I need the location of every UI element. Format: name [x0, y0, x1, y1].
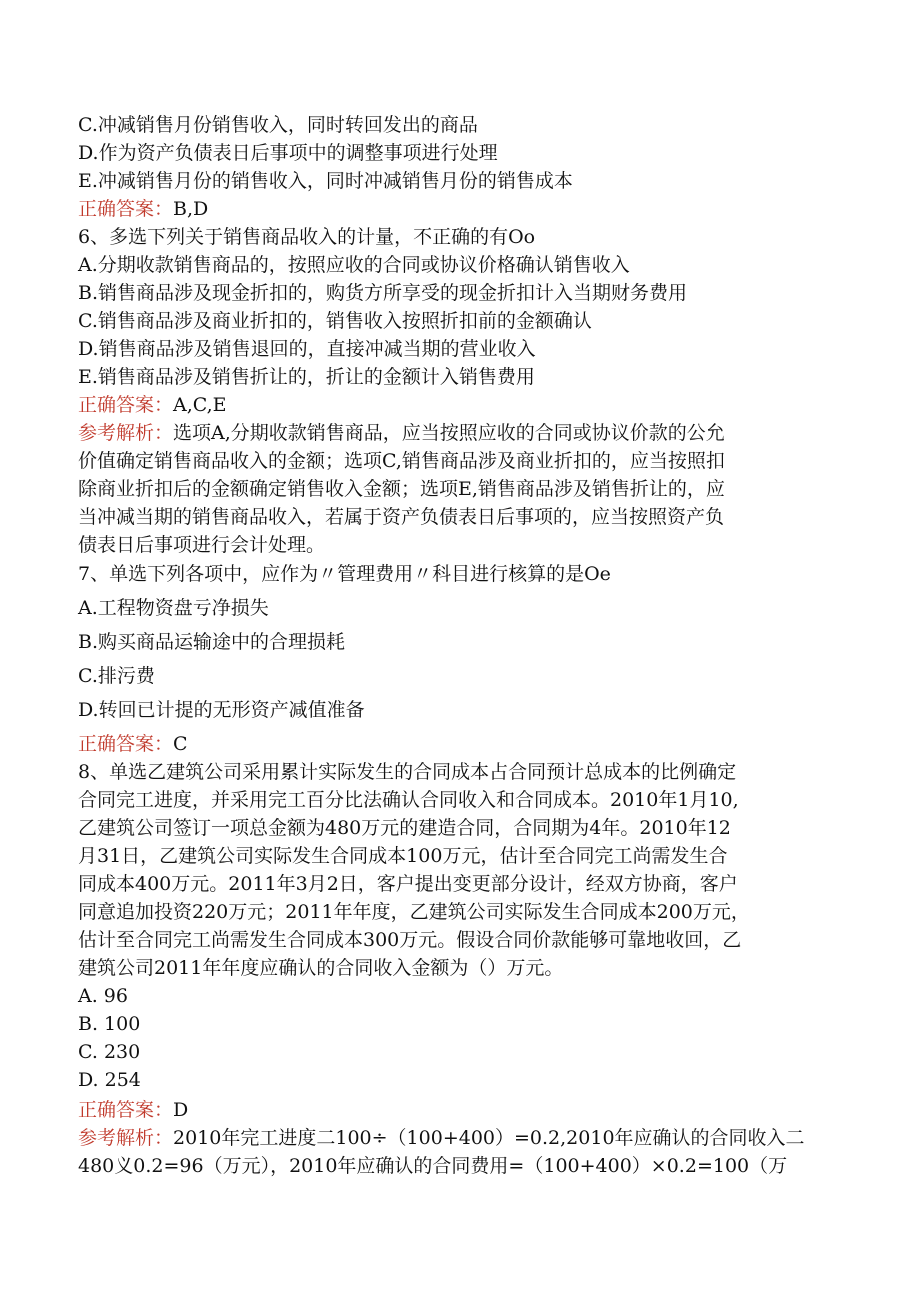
q8-answer — [78, 1096, 850, 1124]
q8-option-b: B. 100 — [78, 1013, 141, 1035]
q5-option-d: D.作为资产负债表日后事项中的调整事项进行处理 — [78, 142, 498, 164]
answer-value: A,C,E — [173, 394, 227, 416]
answer-label: 正确答案： — [78, 1099, 174, 1121]
q7-option-b: B.购买商品运输途中的合理损耗 — [78, 631, 346, 653]
q6-option-b: B.销售商品涉及现金折扣的，购货方所享受的现金折扣计入当期财务费用 — [78, 282, 688, 304]
q6-explanation-line-2: 价值确定销售商品收入的金额；选项C,销售商品涉及商业折扣的，应当按照扣 — [78, 450, 725, 472]
q6-option-e: E.销售商品涉及销售折让的，折让的金额计入销售费用 — [78, 366, 535, 388]
q6-stem: 6、多选下列关于销售商品收入的计量，不正确的有Oo — [78, 226, 536, 248]
q6-explanation-line-4: 当冲减当期的销售商品收入，若属于资产负债表日后事项的，应当按照资产负 — [78, 506, 725, 528]
explanation-label: 参考解析： — [78, 422, 174, 444]
q7-option-c: C.排污费 — [78, 665, 155, 687]
q7-option-d: D.转回已计提的无形资产减值准备 — [78, 699, 365, 721]
q7-option-a: A.工程物资盘亏净损失 — [78, 597, 269, 619]
q6-option-d: D.销售商品涉及销售退回的，直接冲减当期的营业收入 — [78, 338, 536, 360]
explanation-text: 2010年完工进度二100÷（100+400）=0.2,2010年应确认的合同收入二 — [173, 1127, 805, 1149]
q8-option-c: C. 230 — [78, 1041, 141, 1063]
answer-value: C — [173, 733, 188, 755]
explanation-text: 选项A,分期收款销售商品，应当按照应收的合同或协议价款的公允 — [173, 422, 725, 444]
q5-option-e: E.冲减销售月份的销售收入，同时冲减销售月份的销售成本 — [78, 170, 573, 192]
q7-stem: 7、单选下列各项中，应作为〃管理费用〃科目进行核算的是Oe — [78, 563, 611, 585]
answer-value: B,D — [173, 198, 209, 220]
q8-option-a: A. 96 — [78, 985, 128, 1007]
q8-explanation-line-2: 480义0.2=96（万元），2010年应确认的合同费用=（100+400）×0.2=100（万 — [78, 1155, 788, 1177]
answer-label: 正确答案： — [78, 198, 174, 220]
q8-stem-line-5: 同成本400万元。2011年3月2日，客户提出变更部分设计，经双方协商，客户 — [78, 873, 738, 895]
q8-stem-line-7: 估计至合同完工尚需发生合同成本300万元。假设合同价款能够可靠地收回，乙 — [78, 929, 742, 951]
explanation-label: 参考解析： — [78, 1127, 174, 1149]
answer-label: 正确答案： — [78, 394, 174, 416]
q8-stem-line-1: 8、单选乙建筑公司采用累计实际发生的合同成本占合同预计总成本的比例确定 — [78, 761, 737, 783]
q8-stem-line-4: 月31日，乙建筑公司实际发生合同成本100万元，估计至合同完工尚需发生合 — [78, 845, 728, 867]
q8-option-d: D. 254 — [78, 1069, 141, 1091]
q6-explanation-line-3: 除商业折扣后的金额确定销售收入金额；选项E,销售商品涉及销售折让的，应 — [78, 478, 725, 500]
q5-option-c: C.冲减销售月份销售收入，同时转回发出的商品 — [78, 114, 478, 136]
q8-explanation-line-1 — [78, 1124, 850, 1152]
q6-explanation-line-1 — [78, 419, 850, 447]
q6-option-a: A.分期收款销售商品的，按照应收的合同或协议价格确认销售收入 — [78, 254, 630, 276]
answer-label: 正确答案： — [78, 733, 174, 755]
q7-answer — [78, 730, 850, 758]
q8-stem-line-6: 同意追加投资220万元；2011年年度，乙建筑公司实际发生合同成本200万元， — [78, 901, 750, 923]
q8-stem-line-2: 合同完工进度，并采用完工百分比法确认合同收入和合同成本。2010年1月10, — [78, 789, 739, 811]
q8-stem-line-3: 乙建筑公司签订一项总金额为480万元的建造合同，合同期为4年。2010年12 — [78, 817, 731, 839]
q6-explanation-line-5: 债表日后事项进行会计处理。 — [78, 534, 326, 556]
q8-stem-line-8: 建筑公司2011年年度应确认的合同收入金额为（）万元。 — [78, 957, 564, 979]
q6-option-c: C.销售商品涉及商业折扣的，销售收入按照折扣前的金额确认 — [78, 310, 592, 332]
answer-value: D — [173, 1099, 189, 1121]
q6-answer — [78, 391, 850, 419]
q5-answer — [78, 195, 850, 223]
